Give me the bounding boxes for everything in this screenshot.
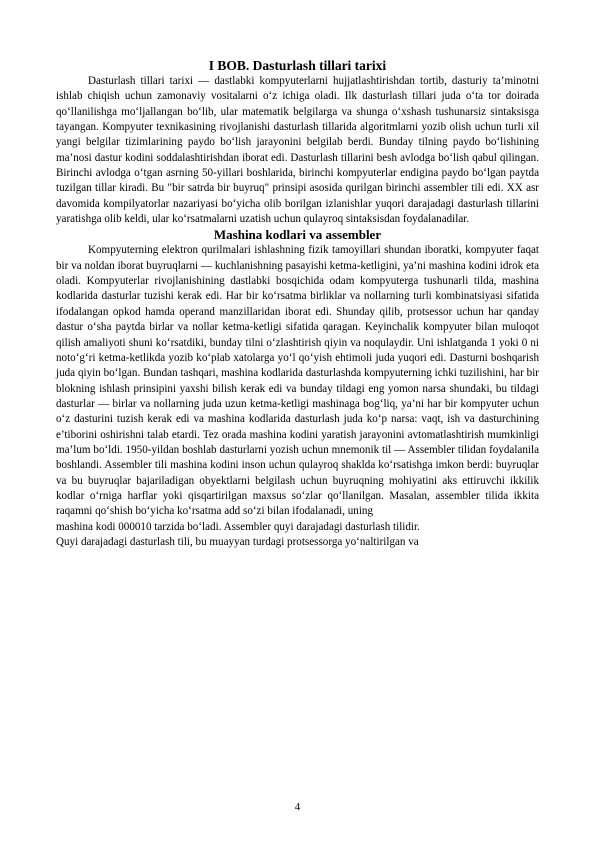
paragraph-machine-code: Kompyuterning elektron qurilmalari ishlashning fizik tamoyillari shundan iboratki, kompyuter faqat bir va noldan iborat buyruqlarni — kuchlanishning pasayishi ketma-ketligini, ya’ni mashina kodini idrok eta oladi. Kompyuterlar rivojlanishining dastlabki bosqichida odam kompyuterga tushunarli tilda, mashina kodlarida dasturlar tuzishi kerak edi. Har bir ko‘rsatma birliklar va nollarning turli kombinatsiyasi sifatida ifodalangan opkod hamda operand manzillaridan iborat edi. Shunday qilib, protsessor uchun har qanday dastur o‘sha paytda birlar va nollar ketma-ketligi sifatida qaragan. Keyinchalik kompyuter bilan muloqot qilish amaliyoti shuni ko‘rsatdiki, bunday tilni o‘zlashtirish qiyin va noqulaydir. Uni ishlatganda 1 yoki 0 ni noto‘g‘ri ketma-ketlikda yozib ko‘plab xatolarga yo‘l qo‘yish ehtimoli juda yuqori edi. Dasturni boshqarish juda qiyin bo‘lgan. Bundan tashqari, mashina kodlarida dasturlashda kompyuterning ichki tuzilishini, har bir blokning ishlash prinsipini yaxshi bilish kerak edi va bunday tildagi eng yomon narsa shundaki, bu tildagi dasturlar — birlar va nollarning juda uzun ketma-ketligi mashinaga bog‘liq, ya’ni har bir kompyuter uchun o‘z dasturini tuzish kerak edi va mashina kodlarida dasturlash juda ko‘p narsa: vaqt, ish va dasturchining e’tiborini oshirishni talab etardi. Tez orada mashina kodini yaratish jarayonini avtomatlashtirish mumkinligi ma’lum bo‘ldi. 1950-yildan boshlab dasturlarni yozish uchun mnemonik til — Assembler tilidan foydalanila boshlandi. Assembler tili mashina kodini inson uchun qulayroq shaklda ko‘rsatishga imkon berdi: buyruqlar va bu buyruqlar bajariladigan obyektlarni belgilash uchun buyruqning mohiyatini aks ettiruvchi ikkilik kodlar o‘rniga harflar yoki qisqartirilgan maxsus so‘zlar qo‘llanilgan. Masalan, assembler tilida ikkita raqamni qo‘shish bo‘yicha ko‘rsatma add so‘zi bilan ifodalanadi, uning: [56, 244, 539, 518]
section-title: Mashina kodlari va assembler: [213, 227, 382, 243]
page-number: 4: [294, 801, 301, 813]
paragraph-line-low-level: Quyi darajadagi dasturlash tili, bu muayyan turdagi protsessorga yo‘naltirilgan va: [56, 535, 419, 548]
document-page: [56, 58, 539, 550]
paragraph-intro: Dasturlash tillari tarixi — dastlabki kompyuterlarni hujjatlashtirishdan tortib, dasturiy ta’minotni ishlab chiqish uchun zamonaviy vositalarni o‘z ichiga oladi. Ilk dasturlash tillari juda o‘ta tor doirada qo‘llanilishga mo‘ljallangan bo‘lib, ular matematik belgilarga va shunga o‘xshash tushunarsiz sintaksisga tayangan. Kompyuter texnikasining rivojlanishi dasturlash tillarida algoritmlarni yozib olish uchun turli xil yangi belgilar tizimlarining paydo bo‘lish jarayonini belgilab berdi. Bunday tilning paydo bo‘lishining ma’nosi dastur kodini soddalashtirishdan iborat edi. Dasturlash tillarini besh avlodga bo‘lish qabul qilingan. Birinchi avlodga o‘tgan asrning 50-yillari boshlarida, birinchi kompyuterlar endigina paydo bo‘lgan paytda tuzilgan tillar kiradi. Bu "bir satrda bir buyruq" prinsipi asosida qurilgan birinchi assembler tili edi. XX asr davomida kompilyatorlar nazariyasi bo‘yicha olib borilgan izlanishlar yuqori darajadagi dasturlash tillarini yaratishga olib keldi, ular ko‘rsatmalarni uzatish uchun qulayroq sintaksisdan foydalanadilar.: [56, 75, 539, 226]
paragraph-line-assembler: mashina kodi 000010 tarzida bo‘ladi. Assembler quyi darajadagi dasturlash tilidir.: [56, 520, 420, 533]
chapter-title: I BOB. Dasturlash tillari tarixi: [208, 58, 387, 73]
